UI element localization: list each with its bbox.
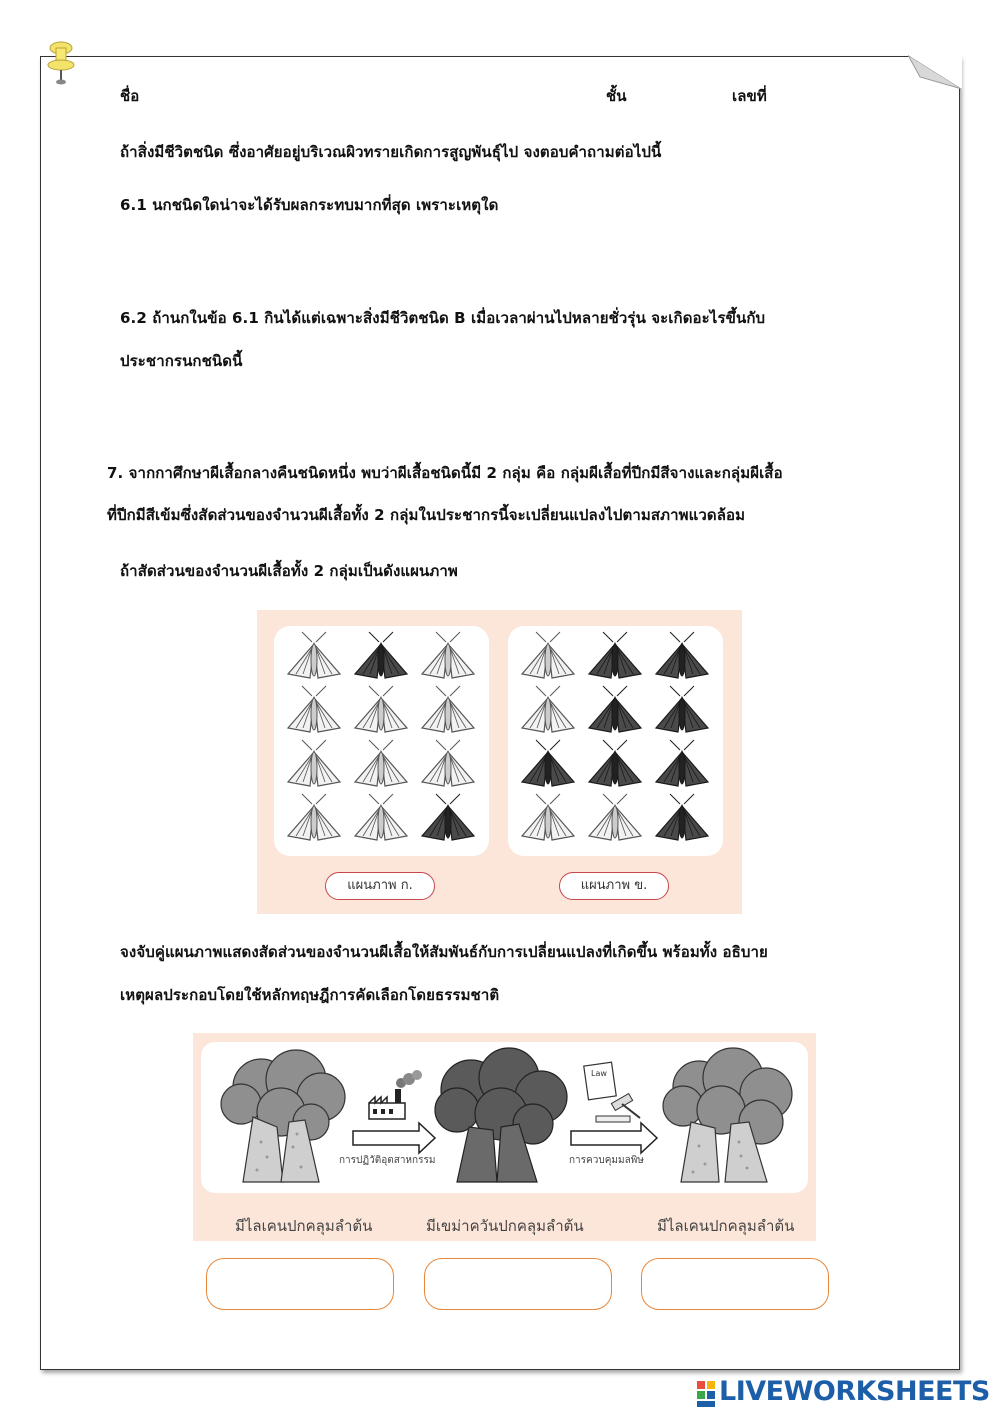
tree-diagram-inner (201, 1042, 808, 1193)
q6-2-question-line2: ประชากรนกชนิดนี้ (120, 352, 243, 370)
brand-logo-text[interactable]: LIVEWORKSHEETS (719, 1376, 990, 1407)
answer-input-1[interactable] (206, 1258, 394, 1310)
q6-intro: ถ้าสิ่งมีชีวิตชนิด ซึ่งอาศัยอยู่บริเวณผิวทรายเกิดการสูญพันธุ์ไป จงตอบคำถามต่อไปนี้ (120, 143, 662, 161)
name-label: ชื่อ (120, 87, 140, 105)
diagram-a-label: แผนภาพ ก. (325, 872, 435, 900)
pushpin-icon (44, 40, 78, 86)
moth-light-icon (355, 740, 407, 786)
factory-icon (369, 1070, 422, 1119)
moth-light-icon (422, 740, 474, 786)
moth-dark-icon (656, 740, 708, 786)
moth-light-icon (522, 794, 574, 840)
answer-input-3[interactable] (641, 1258, 829, 1310)
moth-dark-icon (422, 794, 474, 840)
q7-line2: ที่ปีกมีสีเข้มซึ่งสัดส่วนของจำนวนผีเสื้อทั้ง 2 กลุ่มในประชากรนี้จะเปลี่ยนแปลงไปตามสภาพแวดล้อม (107, 506, 746, 524)
liveworksheets-logo-icon (697, 1379, 717, 1409)
law-label: Law (591, 1069, 607, 1078)
moth-dark-icon (656, 686, 708, 732)
tree-lichen-1-icon (221, 1050, 345, 1182)
moth-light-icon (522, 632, 574, 678)
moth-light-icon (422, 632, 474, 678)
diagram-b-label: แผนภาพ ข. (559, 872, 669, 900)
tree-caption-1: มีไลเคนปกคลุมลำต้น (235, 1217, 373, 1235)
number-label: เลขที่ (732, 87, 767, 105)
moth-light-icon (288, 794, 340, 840)
q7-instruction-line2: เหตุผลประกอบโดยใช้หลักทฤษฎีการคัดเลือกโดยธรรมชาติ (120, 986, 500, 1004)
moth-grid-a-drawing (274, 626, 489, 856)
moth-dark-icon (656, 632, 708, 678)
tree-caption-3: มีไลเคนปกคลุมลำต้น (657, 1217, 795, 1235)
moth-dark-icon (589, 686, 641, 732)
q6-2-question-line1: 6.2 ถ้านกในข้อ 6.1 กินได้แต่เฉพาะสิ่งมีชีวิตชนิด B เมื่อเวลาผ่านไปหลายชั่วรุ่น จะเกิดอะไรขึ้นกับ (120, 309, 766, 327)
q7-line3: ถ้าสัดส่วนของจำนวนผีเสื้อทั้ง 2 กลุ่มเป็นดังแผนภาพ (120, 562, 458, 580)
arrow1-label: การปฏิวัติอุตสาหกรรม (339, 1155, 436, 1166)
moth-diagram-panel (257, 610, 742, 914)
moth-light-icon (288, 740, 340, 786)
law-gavel-icon (584, 1062, 640, 1122)
tree-lichen-2-icon (663, 1048, 792, 1182)
moth-light-icon (355, 686, 407, 732)
moth-dark-icon (589, 632, 641, 678)
moth-light-icon (288, 686, 340, 732)
tree-caption-2: มีเขม่าควันปกคลุมลำต้น (426, 1217, 584, 1235)
tree-soot-icon (435, 1048, 567, 1182)
arrow-right-2-icon (571, 1123, 657, 1153)
moth-light-icon (589, 794, 641, 840)
moth-grid-b-drawing (508, 626, 723, 856)
arrow2-label: การควบคุมมลพิษ (569, 1155, 644, 1166)
moth-light-icon (288, 632, 340, 678)
moth-dark-icon (355, 632, 407, 678)
moth-dark-icon (522, 740, 574, 786)
moth-light-icon (422, 686, 474, 732)
moth-light-icon (355, 794, 407, 840)
class-label: ชั้น (606, 87, 627, 105)
q6-1-question: 6.1 นกชนิดใดน่าจะได้รับผลกระทบมากที่สุด เพราะเหตุใด (120, 196, 499, 214)
page-curl-icon (908, 55, 962, 89)
tree-diagram-panel (193, 1033, 816, 1241)
moth-dark-icon (589, 740, 641, 786)
moth-grid-a (274, 626, 489, 856)
q7-line1: 7. จากกาศึกษาผีเสื้อกลางคืนชนิดหนึ่ง พบว่าผีเสื้อชนิดนี้มี 2 กลุ่ม คือ กลุ่มผีเสื้อที่ปีกมีสีจางและกลุ่มผีเสื้อ (107, 464, 783, 482)
answer-input-2[interactable] (424, 1258, 612, 1310)
moth-grid-b (508, 626, 723, 856)
tree-diagram-drawing (201, 1042, 808, 1193)
moth-light-icon (522, 686, 574, 732)
arrow-right-1-icon (353, 1123, 435, 1153)
moth-dark-icon (656, 794, 708, 840)
q7-instruction-line1: จงจับคู่แผนภาพแสดงสัดส่วนของจำนวนผีเสื้อให้สัมพันธ์กับการเปลี่ยนแปลงที่เกิดขึ้น พร้อมทั้ง อธิบาย (120, 943, 768, 961)
